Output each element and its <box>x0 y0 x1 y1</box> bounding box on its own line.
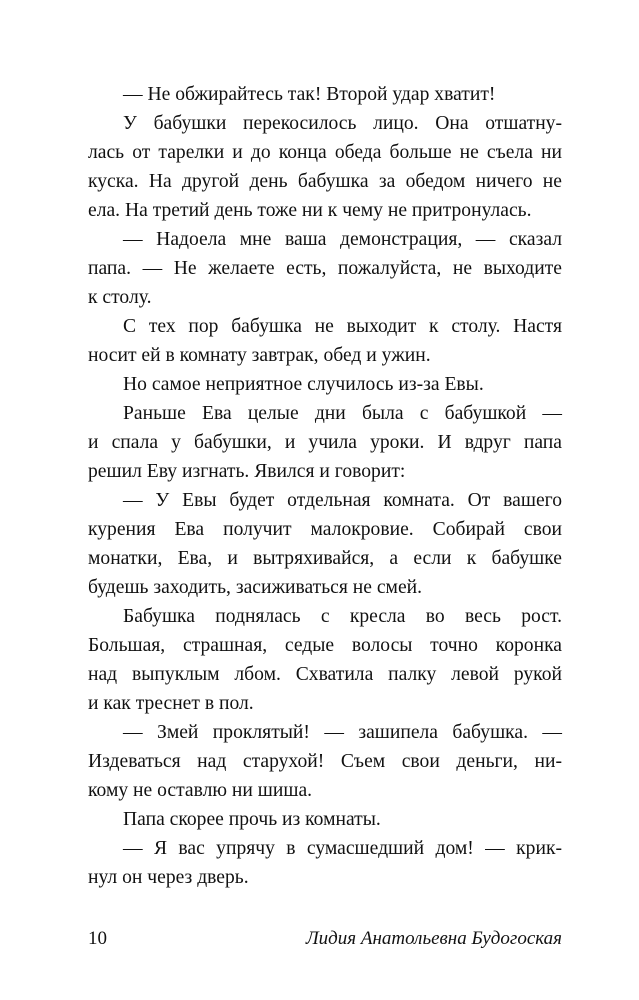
text-line: лась от тарелки и до конца обеда больше не съела ни <box>88 142 562 163</box>
text-line: и как треснет в пол. <box>88 693 254 714</box>
text-line: Издеваться над старухой! Съем свои деньги, ни- <box>88 751 562 772</box>
text-line: — Надоела мне ваша демонстрация, — сказал <box>123 229 562 250</box>
text-line: носит ей в комнату завтрак, обед и ужин. <box>88 345 431 366</box>
text-line: Но самое неприятное случилось из-за Евы. <box>123 374 484 395</box>
text-line: монатки, Ева, и вытряхивайся, а если к бабушке <box>88 548 562 569</box>
text-line: — У Евы будет отдельная комната. От вашего <box>123 490 562 511</box>
text-line: У бабушки перекосилось лицо. Она отшатну- <box>123 113 562 134</box>
text-line: куска. На другой день бабушка за обедом ничего не <box>88 171 562 192</box>
text-line: нул он через дверь. <box>88 867 249 888</box>
text-line: кому не оставлю ни шиша. <box>88 780 313 801</box>
text-line: будешь заходить, засиживаться не смей. <box>88 577 423 598</box>
text-line: папа. — Не желаете есть, пожалуйста, не выходите <box>88 258 562 279</box>
text-line: Раньше Ева целые дни была с бабушкой — <box>123 403 562 424</box>
page-footer <box>88 925 562 953</box>
text-line: Бабушка поднялась с кресла во весь рост. <box>123 606 562 627</box>
text-line: — Змей проклятый! — зашипела бабушка. — <box>123 722 562 743</box>
page-number: 10 <box>88 928 107 949</box>
text-line: Большая, страшная, седые волосы точно коронка <box>88 635 562 656</box>
text-line: решил Еву изгнать. Явился и говорит: <box>88 461 406 482</box>
text-line: над выпуклым лбом. Схватила палку левой рукой <box>88 664 562 685</box>
page-text <box>88 80 562 892</box>
text-line: — Я вас упрячу в сумасшедший дом! — крик- <box>123 838 562 859</box>
text-line: — Не обжирайтесь так! Второй удар хватит! <box>123 84 496 105</box>
text-line: и спала у бабушки, и учила уроки. И вдруг папа <box>88 432 562 453</box>
text-line: курения Ева получит малокровие. Собирай свои <box>88 519 562 540</box>
text-line: ела. На третий день тоже ни к чему не притронулась. <box>88 200 532 221</box>
running-footer-author: Лидия Анатольевна Будогоская <box>305 928 562 949</box>
text-line: к столу. <box>88 287 152 308</box>
text-line: С тех пор бабушка не выходит к столу. Настя <box>123 316 562 337</box>
text-line: Папа скорее прочь из комнаты. <box>123 809 381 830</box>
